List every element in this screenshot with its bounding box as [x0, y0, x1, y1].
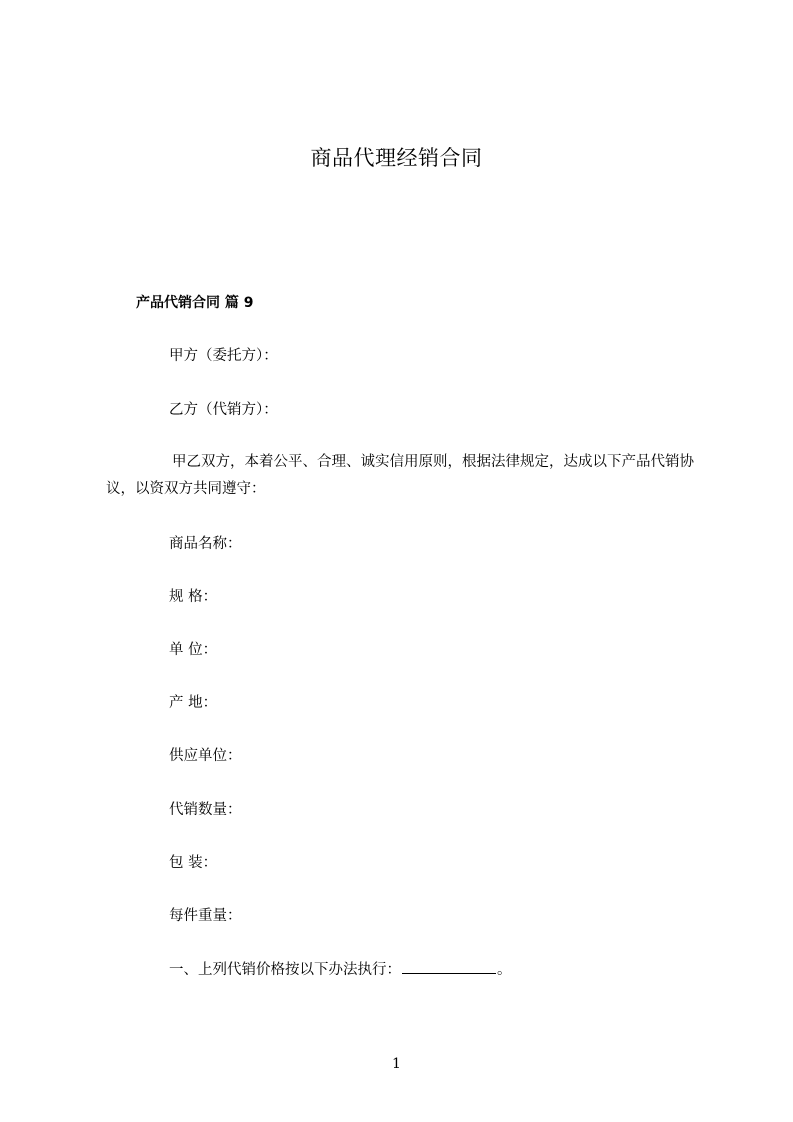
- section-heading: 产品代销合同 篇 9: [136, 295, 254, 311]
- field-supplier: 供应单位：: [169, 748, 242, 764]
- party-b-line: 乙方（代销方）：: [169, 402, 278, 418]
- field-weight-per-piece: 每件重量：: [169, 908, 242, 924]
- clause-1-end: 。: [497, 962, 512, 978]
- field-unit: 单 位：: [169, 642, 218, 658]
- field-origin: 产 地：: [169, 695, 218, 711]
- clause-1: [169, 958, 512, 979]
- field-packaging: 包 装：: [169, 855, 218, 871]
- party-a-line: 甲方（委托方）：: [169, 348, 278, 364]
- page-number: 1: [392, 1056, 401, 1072]
- field-consignment-quantity: 代销数量：: [169, 802, 242, 818]
- clause-1-text: 一、上列代销价格按以下办法执行：: [169, 962, 401, 978]
- fill-in-blank: [402, 959, 496, 974]
- preamble-paragraph: 甲乙双方，本着公平、合理、诚实信用原则，根据法律规定，达成以下产品代销协议，以资双方共同遵守：: [106, 454, 694, 497]
- document-title: 商品代理经销合同: [310, 146, 483, 170]
- field-product-name: 商品名称：: [169, 536, 242, 552]
- field-specification: 规 格：: [169, 589, 218, 605]
